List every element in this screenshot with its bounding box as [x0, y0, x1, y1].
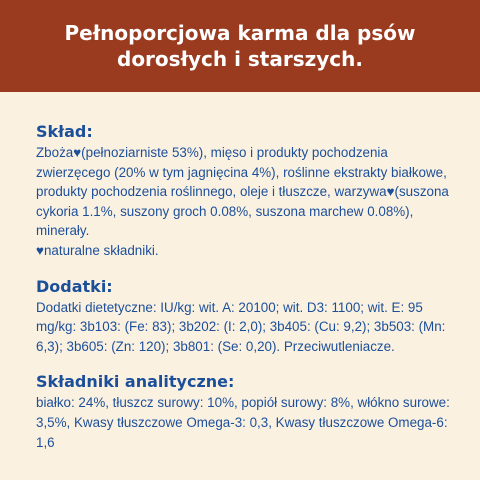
composition-section [36, 122, 456, 261]
analytical-section [36, 372, 456, 452]
additives-heading: Dodatki: [36, 276, 113, 296]
additives-section [36, 277, 456, 357]
analytical-text: białko: 24%, tłuszcz surowy: 10%, popiół surowy: 8%, włókno surowe: 3,5%, Kwasy tłuszczowe Omega-3: 0,3, Kwasy tłuszczowe Omega-6: 1,6 [36, 395, 450, 450]
additives-text: Dodatki dietetyczne: IU/kg: wit. A: 20100; wit. D3: 1100; wit. E: 95 mg/kg: 3b103: (Fe: 83); 3b202: (I: 2,0); 3b405: (Cu: 9,2); 3b503: (Mn: 6,3); 3b605: (Zn: 120); 3b801: (Se: 0,20). Przeciwutleniacze. [36, 299, 446, 354]
title-banner [0, 0, 480, 92]
composition-text: Zboża♥(pełnoziarniste 53%), mięso i produkty pochodzenia zwierzęcego (20% w tym jagnięcina 4%), roślinne ekstrakty białkowe, produkty pochodzenia roślinnego, oleje i tłuszcze, warzywa♥(suszona cykoria 1.1%, suszony groch 0.08%, suszona marchew 0.08%), minerały. ♥naturalne składniki. [36, 145, 449, 258]
page-title: Pełnoporcjowa karma dla psów dorosłych i starszych. [64, 21, 416, 71]
analytical-heading: Składniki analityczne: [36, 372, 235, 392]
product-info [36, 122, 456, 468]
composition-heading: Skład: [36, 122, 93, 141]
